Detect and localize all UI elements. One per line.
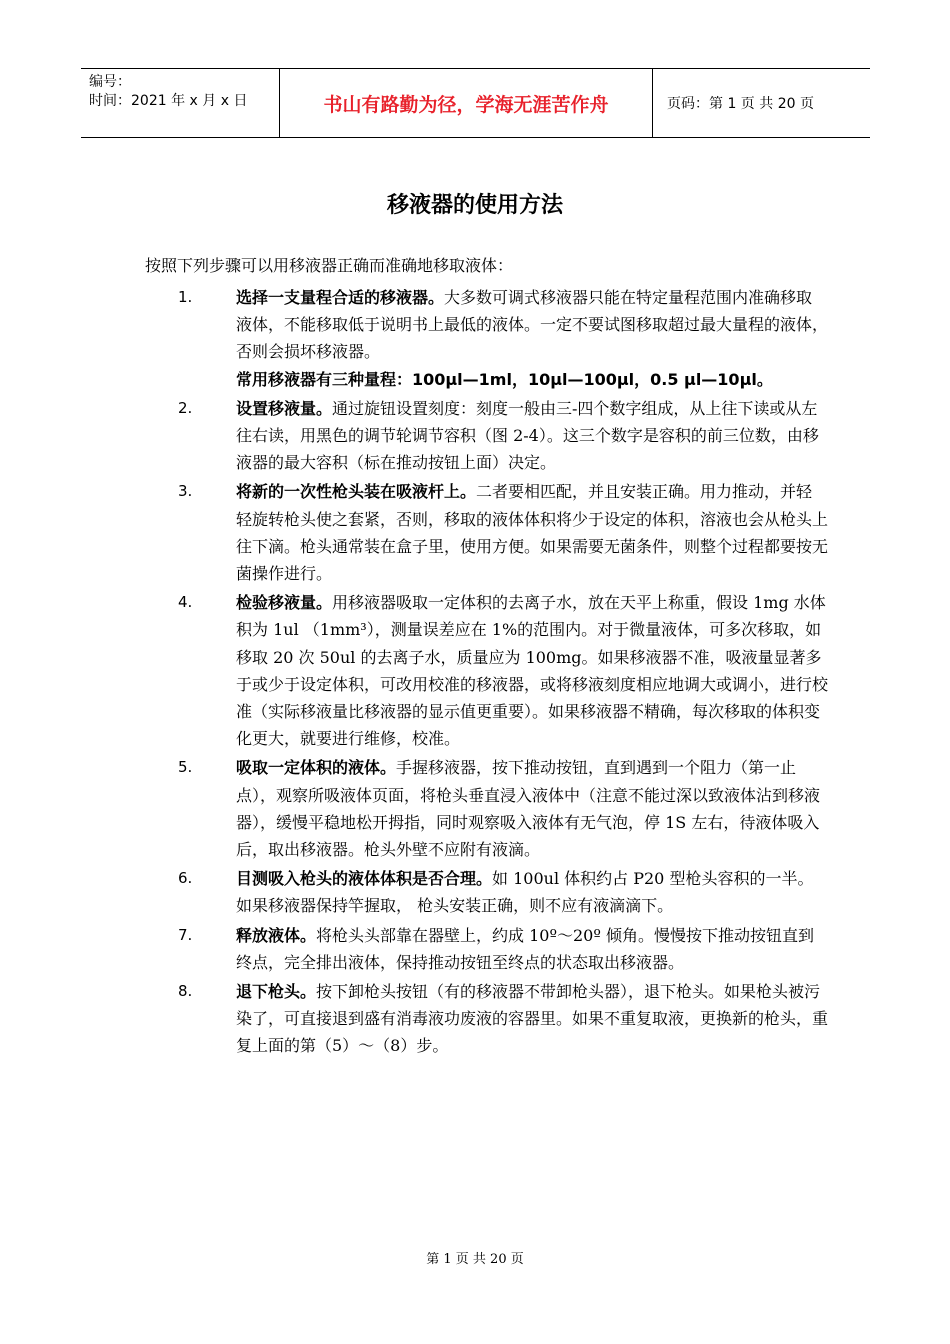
step-heading: 设置移液量。 (236, 398, 333, 418)
step-heading: 吸取一定体积的液体。 (236, 758, 397, 778)
step-number: 3. (178, 482, 193, 501)
header-motto: 书山有路勤为径，学海无涯苦作舟 (280, 69, 653, 137)
document-number-label: 编号： (89, 74, 131, 90)
step-number: 2. (178, 398, 193, 417)
step-body: 大多数可调式移液器只能在特定量程范围内准确移取液体，不能移取低于说明书上最低的液体。一定不要试图移取超过最大量程的液体，否则会损坏移液器。 (236, 288, 829, 362)
step-extra-note: 常用移液器有三种量程：100μl—1ml，10μl—100μl，0.5 μl—10μl。 (236, 369, 773, 389)
step-heading: 目测吸入枪头的液体体积是否合理。 (236, 869, 493, 889)
page-title: 移液器的使用方法 (386, 193, 563, 218)
step-body: 二者要相匹配，并且安装正确。用力推动，并轻轻旋转枪头使之套紧，否则，移取的液体体积将少于设定的体积，溶液也会从枪头上往下滴。枪头通常装在盒子里，使用方便。如果需要无菌条件，则整个过程都要按无菌操作进行。 (236, 482, 829, 584)
step-heading: 选择一支量程合适的移液器。 (236, 288, 445, 307)
page-footer: 第 1 页 共 20 页 (426, 1252, 524, 1267)
step-heading: 释放液体。 (236, 925, 317, 945)
step-number: 7. (178, 925, 193, 944)
step-number: 1. (178, 288, 193, 306)
document-time-label: 时间：2021 年 x 月 x 日 (89, 93, 248, 109)
header-table (81, 68, 870, 138)
header-page-info: 页码：第 1 页 共 20 页 (667, 96, 814, 112)
intro-text: 按照下列步骤可以用移液器正确而准确地移取液体： (145, 256, 514, 275)
step-item (178, 478, 828, 587)
step-item (178, 395, 828, 477)
step-item (178, 978, 828, 1060)
step-body: 将枪头头部靠在器壁上，约成 10º～20º 倾角。慢慢按下推动按钮直到终点，完全排出液体，保持推动按钮至终点的状态取出移液器。 (236, 925, 814, 972)
step-body: 用移液器吸取一定体积的去离子水，放在天平上称重，假设 1mg 水体积为 1ul （1mm³），测量误差应在 1%的范围内。对于微量液体，可多次移取，如移取 20 次 50ul 的去离子水，质量应为 100mg。如果移液器不准，吸液量显著多于或少于设定体积，可改用校准的移液器，或将移液刻度相应地调大或调小，进行校准（实际移液量比移液器的显示值更重要）。如果移液器不精确，每次移取的体积变化更大，就要进行维修，校准。 (236, 593, 829, 749)
step-item (178, 589, 828, 752)
step-body: 按下卸枪头按钮（有的移液器不带卸枪头器），退下枪头。如果枪头被污染了，可直接退到盛有消毒液功废液的容器里。如果不重复取液，更换新的枪头，重复上面的第（5）～（8）步。 (236, 982, 829, 1056)
steps-list (178, 284, 828, 1062)
step-number: 4. (178, 593, 193, 612)
step-number: 6. (178, 869, 193, 888)
step-item (178, 754, 828, 863)
step-body: 如 100ul 体积约占 P20 型枪头容积的一半。如果移液器保持竿握取， 枪头安装正确，则不应有液滴滴下。 (236, 869, 814, 916)
step-number: 5. (178, 758, 193, 777)
step-item (178, 284, 828, 393)
step-body: 通过旋钮设置刻度：刻度一般由三-四个数字组成，从上往下读或从左往右读，用黑色的调节轮调节容积（图 2-4）。这三个数字是容积的前三位数，由移液器的最大容积（标在推动按钮上面）决定。 (236, 398, 819, 473)
step-heading: 检验移液量。 (236, 593, 333, 613)
step-item (178, 865, 828, 919)
step-heading: 将新的一次性枪头装在吸液杆上。 (236, 482, 477, 502)
header-meta (81, 69, 280, 137)
step-number: 8. (178, 982, 193, 1001)
step-body: 手握移液器，按下推动按钮，直到遇到一个阻力（第一止点），观察所吸液体页面，将枪头垂直浸入液体中（注意不能过深以致液体沾到移液器），缓慢平稳地松开拇指，同时观察吸入液体有无气泡，停 1S 左右，待液体吸入后，取出移液器。枪头外壁不应附有液滴。 (236, 758, 821, 860)
step-item (178, 922, 828, 976)
step-heading: 退下枪头。 (236, 982, 317, 1002)
